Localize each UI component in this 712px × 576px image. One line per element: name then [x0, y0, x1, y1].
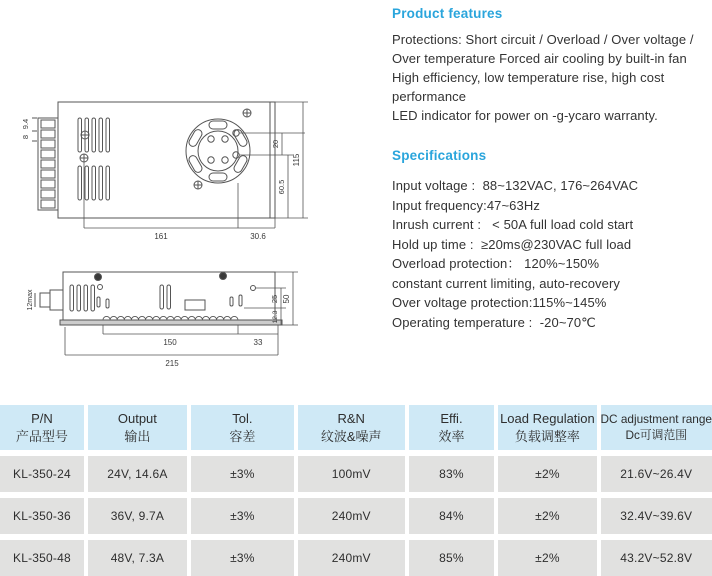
- cell-dc-range: 32.4V~39.6V: [601, 498, 712, 534]
- specifications-title: Specifications: [392, 148, 487, 163]
- dimension-label: 33: [253, 338, 263, 347]
- column-header-dc-range: [601, 405, 712, 450]
- column-header-en: R&N: [337, 410, 365, 426]
- spec-line: Input voltage : 88~132VAC, 176~264VAC: [392, 178, 639, 193]
- vent-slots: [70, 285, 242, 311]
- column-header-en: Tol.: [232, 410, 253, 426]
- cell-efficiency: 85%: [409, 540, 495, 576]
- cell-efficiency: 84%: [409, 498, 495, 534]
- product-features-section: [392, 6, 710, 125]
- spec-line: Over voltage protection:115%~145%: [392, 295, 607, 310]
- feature-line: Over temperature Forced air cooling by built-in fan: [392, 51, 687, 66]
- case-outline: [58, 102, 275, 218]
- feature-line: LED indicator for power on -g-ycaro warranty.: [392, 108, 658, 123]
- dimension-label: 215: [165, 359, 179, 368]
- column-header-load-regulation: [498, 405, 596, 450]
- screw-holes: [95, 273, 256, 291]
- cell-load-regulation: ±2%: [498, 456, 596, 492]
- column-header-en: Effi.: [440, 410, 463, 426]
- column-header-en: P/N: [31, 410, 53, 426]
- cell-tolerance: ±3%: [191, 456, 294, 492]
- dimension-label: 8: [21, 134, 30, 140]
- dimension-label: 30.6: [250, 232, 266, 241]
- cell-output: 48V, 7.3A: [88, 540, 187, 576]
- cell-ripple: 240mV: [298, 540, 405, 576]
- cell-ripple: 100mV: [298, 456, 405, 492]
- column-header-en: Load Regulation: [500, 410, 595, 426]
- product-features-title: Product features: [392, 6, 503, 21]
- column-header-zh: 输出: [124, 428, 151, 444]
- cell-load-regulation: ±2%: [498, 498, 596, 534]
- label-plate: [185, 300, 205, 310]
- column-header-pn: [0, 405, 84, 450]
- cell-dc-range: 43.2V~52.8V: [601, 540, 712, 576]
- cell-load-regulation: ±2%: [498, 540, 596, 576]
- column-header-en: DC adjustment range: [600, 411, 712, 426]
- column-header-zh: Dc可调范围: [625, 427, 688, 442]
- dimension-label: 161: [154, 232, 168, 241]
- column-header-en: Output: [117, 410, 157, 426]
- column-header-ripple-noise: [298, 405, 405, 450]
- specifications-section: [392, 148, 710, 332]
- spec-line: Operating temperature : -20~70℃: [392, 314, 596, 330]
- column-header-zh: 纹波&噪声: [320, 428, 382, 444]
- spec-line: Input frequency:47~63Hz: [392, 197, 540, 213]
- dimension-label: 20: [271, 139, 280, 149]
- column-header-zh: 产品型号: [15, 428, 68, 444]
- cell-output: 36V, 9.7A: [88, 498, 187, 534]
- dimension-lines: [84, 102, 308, 228]
- spec-line: Hold up time : ≥20ms@230VAC full load: [392, 236, 632, 252]
- dimension-label: 25: [270, 294, 279, 304]
- vent-slots: [78, 118, 110, 200]
- spec-line: Inrush current : < 50A full load cold start: [392, 217, 634, 232]
- feature-line: Protections: Short circuit / Overload / Over voltage /: [392, 32, 694, 47]
- dimension-label: 150: [163, 338, 177, 347]
- dimension-label: 12max: [27, 289, 34, 311]
- dimension-label: 50: [282, 294, 291, 304]
- specifications-text: [392, 176, 710, 332]
- column-header-efficiency: [409, 405, 495, 450]
- heatsink-fins: [103, 316, 238, 320]
- cell-tolerance: ±3%: [191, 540, 294, 576]
- dimension-label: 12.3: [272, 310, 279, 324]
- spec-line: Overload protection： 120%~150%: [392, 256, 600, 271]
- top-view-drawing: [20, 90, 390, 250]
- cell-model: KL-350-24: [0, 456, 84, 492]
- fan: [186, 119, 250, 183]
- column-header-tolerance: [191, 405, 294, 450]
- product-features-text: [392, 30, 710, 125]
- cell-model: KL-350-36: [0, 498, 84, 534]
- cell-ripple: 240mV: [298, 498, 405, 534]
- output-connector: [35, 290, 63, 310]
- terminal-block: [32, 118, 58, 210]
- model-spec-table: [0, 405, 712, 576]
- dimension-label: 60.5: [277, 179, 286, 195]
- cell-tolerance: ±3%: [191, 498, 294, 534]
- top-view-svg: [20, 90, 390, 250]
- feature-line: High efficiency, low temperature rise, high cost: [392, 70, 665, 85]
- cell-model: KL-350-48: [0, 540, 84, 576]
- side-view-drawing: [20, 255, 390, 385]
- dimension-label: 9.4: [21, 118, 30, 130]
- column-header-zh: 容差: [229, 428, 256, 444]
- column-header-zh: 效率: [438, 428, 465, 444]
- side-view-svg: [20, 255, 390, 385]
- column-header-zh: 负载调整率: [514, 428, 580, 444]
- spec-line: constant current limiting, auto-recovery: [392, 275, 620, 291]
- cell-output: 24V, 14.6A: [88, 456, 187, 492]
- column-header-output: [88, 405, 187, 450]
- dimension-label: 115: [292, 153, 301, 167]
- cell-dc-range: 21.6V~26.4V: [601, 456, 712, 492]
- cell-efficiency: 83%: [409, 456, 495, 492]
- feature-line: performance: [392, 89, 467, 104]
